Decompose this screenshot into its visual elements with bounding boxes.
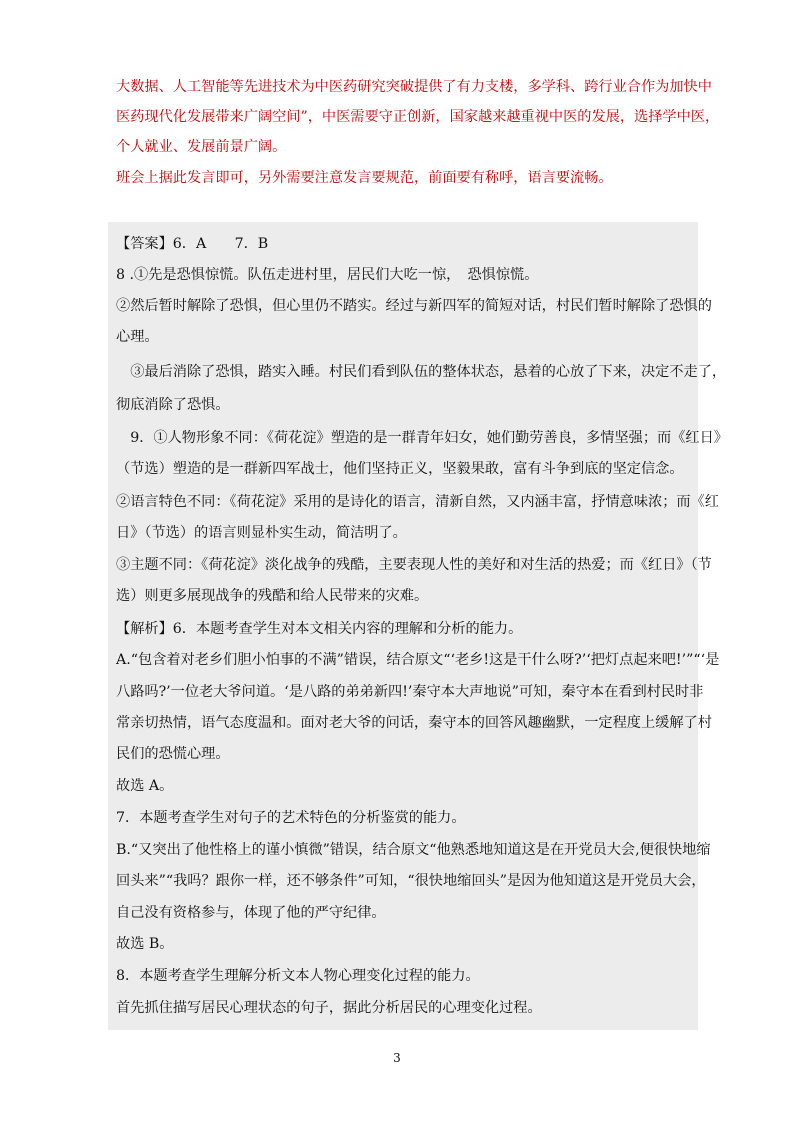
red-line-4: 班会上据此发言即可，另外需要注意发言要规范，前面要有称呼，语言要流畅。 <box>116 170 613 186</box>
answer-line: 【解析】6．本题考查学生对本文相关内容的理解和分析的能力。 <box>116 621 523 637</box>
answer-line: ③最后消除了恐惧，踏实入睡。村民们看到队伍的整体状态，悬着的心放了下来，决定不走了， <box>116 364 727 380</box>
answer-line: 民们的恐慌心理。 <box>116 746 230 762</box>
answer-line: ②然后暂时解除了恐惧，但心里仍不踏实。经过与新四军的简短对话，村民们暂时解除了恐惧的 <box>116 298 712 314</box>
answer-line: 常亲切热情，语气态度温和。面对老大爷的问话，秦守本的回答风趣幽默，一定程度上缓解了村 <box>116 715 712 731</box>
answer-line: 8．本题考查学生理解分析文本人物心理变化过程的能力。 <box>116 968 480 984</box>
answer-line: 回头来”“我吗？跟你一样，还不够条件”可知，“很快地缩回头”是因为他知道这是开党员大会， <box>116 873 706 889</box>
answer-line: 自己没有资格参与，体现了他的严守纪律。 <box>116 905 386 921</box>
answer-line: B.“又突出了他性格上的谨小慎微”错误，结合原文“他熟悉地知道这是在开党员大会,便很快地缩 <box>116 842 711 858</box>
red-line-3: 个人就业、发展前景广阔。 <box>116 139 287 155</box>
answer-line: 7．本题考查学生对句子的艺术特色的分析鉴赏的能力。 <box>116 810 466 826</box>
answer-line: 八路吗?’一位老大爷问道。‘是八路的弟弟新四!’秦守本大声地说”可知，秦守本在看到村民时非 <box>116 684 704 700</box>
answer-line: 9．①人物形象不同：《荷花淀》塑造的是一群青年妇女，她们勤劳善良，多情坚强；而《红日》 <box>116 430 728 446</box>
answer-line: 故选 B。 <box>116 936 174 952</box>
answer-line: 彻底消除了恐惧。 <box>116 397 230 413</box>
answer-line: A.“包含着对老乡们胆小怕事的不满”错误，结合原文“‘老乡!这是干什么呀?’‘把灯点起来吧!’”“‘是 <box>116 652 720 668</box>
answer-line: 故选 A。 <box>116 778 174 794</box>
red-line-2: 医药现代化发展带来广阔空间”，中医需要守正创新，国家越来越重视中医的发展，选择学中医， <box>116 109 720 125</box>
answer-line: 首先抓住描写居民心理状态的句子，据此分析居民的心理变化过程。 <box>116 1000 542 1016</box>
answer-line: 日》（节选）的语言则显朴实生动，简洁明了。 <box>116 525 407 541</box>
answer-line: 【答案】6．A 7．B <box>116 236 269 252</box>
red-line-1: 大数据、人工智能等先进技术为中医药研究突破提供了有力支楼，多学科、跨行业合作为加快中 <box>116 79 712 95</box>
answer-line: ③主题不同：《荷花淀》淡化战争的残酷，主要表现人性的美好和对生活的热爱；而《红日》（节 <box>116 557 712 573</box>
answer-line: 8 .①先是恐惧惊慌。队伍走进村里，居民们大吃一惊， 恐惧惊慌。 <box>116 267 539 283</box>
answer-line: ②语言特色不同：《荷花淀》采用的是诗化的语言，清新自然，又内涵丰富，抒情意味浓；而《红 <box>116 494 719 510</box>
answer-line: （节选）塑造的是一群新四军战士，他们坚持正义，坚毅果敢，富有斗争到底的坚定信念。 <box>116 461 684 477</box>
answer-line: 心理。 <box>116 329 159 345</box>
page-number: 3 <box>393 1051 401 1065</box>
answer-line: 选）则更多展现战争的残酷和给人民带来的灾难。 <box>116 588 429 604</box>
